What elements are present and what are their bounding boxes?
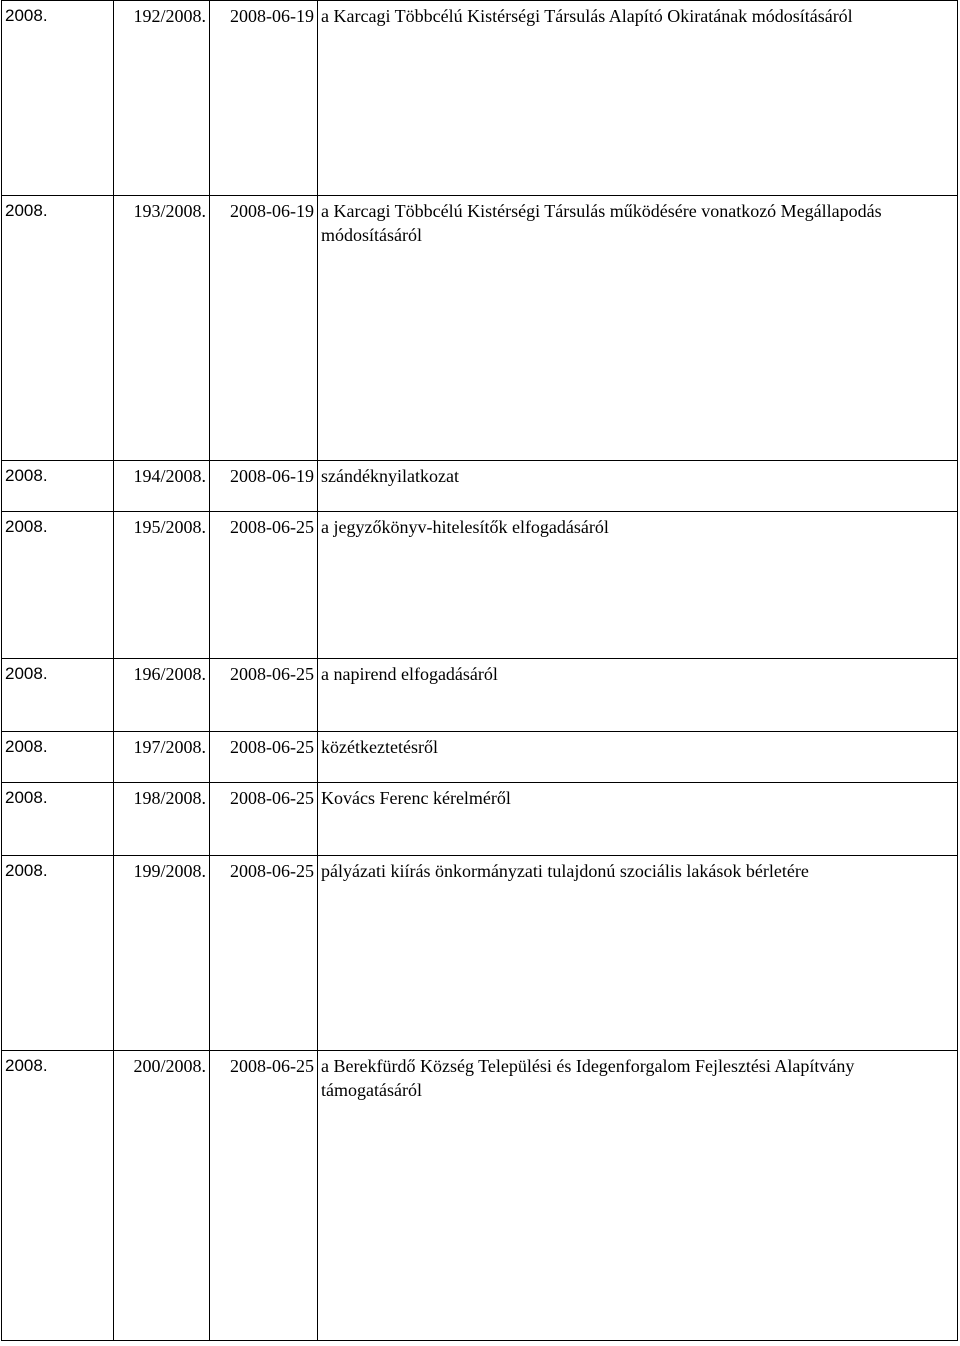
subject-cell: szándéknyilatkozat	[318, 461, 958, 512]
resolution-number-cell: 196/2008.	[114, 659, 210, 732]
subject-cell: a Karcagi Többcélú Kistérségi Társulás működésére vonatkozó Megállapodás módosításáról	[318, 196, 958, 461]
date-cell: 2008-06-25	[210, 783, 318, 856]
resolution-number-cell: 192/2008.	[114, 1, 210, 196]
table-row	[2, 196, 958, 461]
resolution-number-cell: 198/2008.	[114, 783, 210, 856]
resolution-number-cell: 193/2008.	[114, 196, 210, 461]
date-cell: 2008-06-19	[210, 461, 318, 512]
date-cell: 2008-06-19	[210, 196, 318, 461]
subject-cell: a jegyzőkönyv-hitelesítők elfogadásáról	[318, 512, 958, 659]
subject-cell: a Berekfürdő Község Települési és Idegenforgalom Fejlesztési Alapítvány támogatásáról	[318, 1051, 958, 1341]
date-cell: 2008-06-19	[210, 1, 318, 196]
date-cell: 2008-06-25	[210, 856, 318, 1051]
table-row	[2, 659, 958, 732]
resolution-number-cell: 199/2008.	[114, 856, 210, 1051]
subject-cell: a Karcagi Többcélú Kistérségi Társulás Alapító Okiratának módosításáról	[318, 1, 958, 196]
table-row	[2, 1, 958, 196]
year-cell: 2008.	[2, 732, 114, 783]
year-cell: 2008.	[2, 856, 114, 1051]
resolution-number-cell: 195/2008.	[114, 512, 210, 659]
resolutions-table	[1, 0, 958, 1341]
table-row	[2, 732, 958, 783]
date-cell: 2008-06-25	[210, 512, 318, 659]
year-cell: 2008.	[2, 1051, 114, 1341]
date-cell: 2008-06-25	[210, 659, 318, 732]
subject-cell: pályázati kiírás önkormányzati tulajdonú szociális lakások bérletére	[318, 856, 958, 1051]
table-row	[2, 1051, 958, 1341]
year-cell: 2008.	[2, 461, 114, 512]
date-cell: 2008-06-25	[210, 1051, 318, 1341]
resolution-number-cell: 197/2008.	[114, 732, 210, 783]
subject-cell: közétkeztetésről	[318, 732, 958, 783]
table-row	[2, 783, 958, 856]
year-cell: 2008.	[2, 783, 114, 856]
year-cell: 2008.	[2, 512, 114, 659]
year-cell: 2008.	[2, 659, 114, 732]
date-cell: 2008-06-25	[210, 732, 318, 783]
subject-cell: a napirend elfogadásáról	[318, 659, 958, 732]
subject-cell: Kovács Ferenc kérelméről	[318, 783, 958, 856]
resolution-number-cell: 194/2008.	[114, 461, 210, 512]
year-cell: 2008.	[2, 196, 114, 461]
table-row	[2, 856, 958, 1051]
resolution-number-cell: 200/2008.	[114, 1051, 210, 1341]
table-row	[2, 461, 958, 512]
table-row	[2, 512, 958, 659]
year-cell: 2008.	[2, 1, 114, 196]
